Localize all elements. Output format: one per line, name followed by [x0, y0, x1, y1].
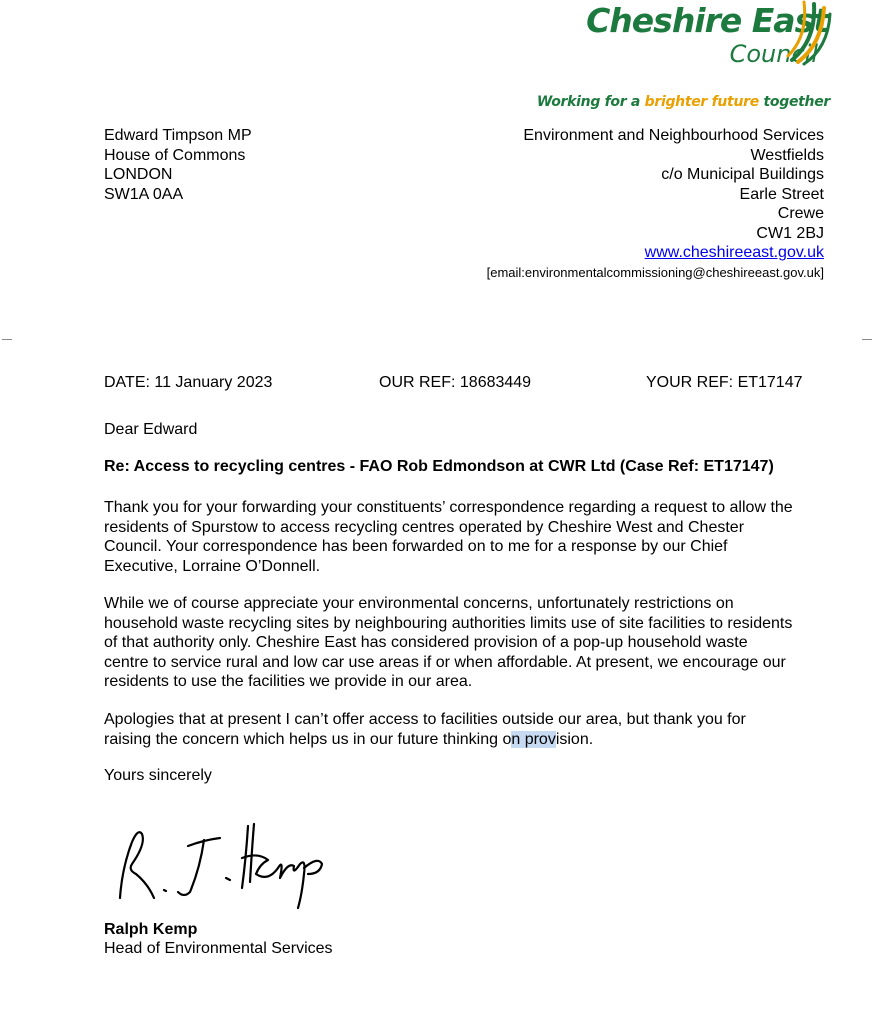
closing: Yours sincerely: [104, 767, 212, 784]
our-reference: OUR REF: 18683449: [379, 374, 532, 391]
paragraph-line: Apologies that at present I can’t offer access to facilities outside our area, but thank you for: [104, 711, 746, 728]
paragraph-line: residents of Spurstow to access recycling centres operated by Cheshire West and Chester: [104, 518, 745, 536]
sun-icon: e: [749, 94, 759, 110]
council-tagline: Working for a brighter future together: [536, 94, 830, 110]
body-paragraph: [104, 594, 834, 692]
paragraph-line: While we of course appreciate your environmental concerns, unfortunately restrictions on: [104, 595, 734, 612]
sun-rays-icon: [786, 0, 832, 66]
paragraph-line: centre to service rural and low car use areas if or when affordable. At present, we encourage our: [104, 653, 786, 671]
signatory-name: Ralph Kemp: [104, 921, 198, 938]
sender-address: [487, 126, 824, 283]
your-reference: YOUR REF: ET17147: [646, 374, 803, 391]
sender-line: CW1 2BJ: [756, 224, 824, 242]
logo-wordmark: Cheshire East: [586, 1, 828, 40]
paragraph-line: raising the concern which helps us in our future thinking on provision.: [104, 730, 594, 748]
fold-mark-right: [862, 339, 872, 340]
email-address: [email:environmentalcommissioning@cheshireeast.gov.uk]: [486, 264, 824, 280]
signatory-title: Head of Environmental Services: [104, 940, 333, 957]
sender-line: Earle Street: [739, 185, 824, 203]
text-selection[interactable]: n prov: [511, 730, 556, 748]
subject-line: Re: Access to recycling centres - FAO Rob Edmondson at CWR Ltd (Case Ref: ET17147): [104, 458, 774, 475]
recipient-line: Edward Timpson MP: [104, 127, 252, 144]
body-paragraph: [104, 710, 834, 749]
sender-line: Environment and Neighbourhood Services: [523, 127, 824, 144]
salutation: Dear Edward: [104, 421, 198, 438]
paragraph-line: household waste recycling sites by neighbouring authorities limits use of site facilities to residents: [104, 614, 793, 632]
letter-date: DATE: 11 January 2023: [104, 374, 273, 391]
website-link[interactable]: www.cheshireeast.gov.uk: [644, 244, 824, 261]
body-paragraph: [104, 498, 834, 576]
recipient-line: SW1A 0AA: [104, 185, 184, 203]
sender-line: c/o Municipal Buildings: [661, 166, 824, 183]
paragraph-line: Council. Your correspondence has been forwarded on to me for a response by our Chief: [104, 538, 728, 555]
sender-line: Crewe: [777, 205, 824, 222]
recipient-line: House of Commons: [104, 146, 246, 164]
fold-mark-left: [2, 339, 12, 340]
recipient-address: [104, 126, 252, 204]
sender-line: Westfields: [750, 146, 824, 164]
paragraph-line: Thank you for your forwarding your constituents’ correspondence regarding a request to allow the: [104, 499, 793, 516]
paragraph-line: of that authority only. Cheshire East has considered provision of a pop-up household waste: [104, 634, 748, 651]
paragraph-line: Executive, Lorraine O’Donnell.: [104, 557, 321, 575]
recipient-line: LONDON: [104, 166, 173, 183]
paragraph-line: residents to use the facilities we provide in our area.: [104, 673, 473, 690]
logo-council-text: Council: [729, 40, 818, 68]
handwritten-signature: [108, 818, 348, 910]
